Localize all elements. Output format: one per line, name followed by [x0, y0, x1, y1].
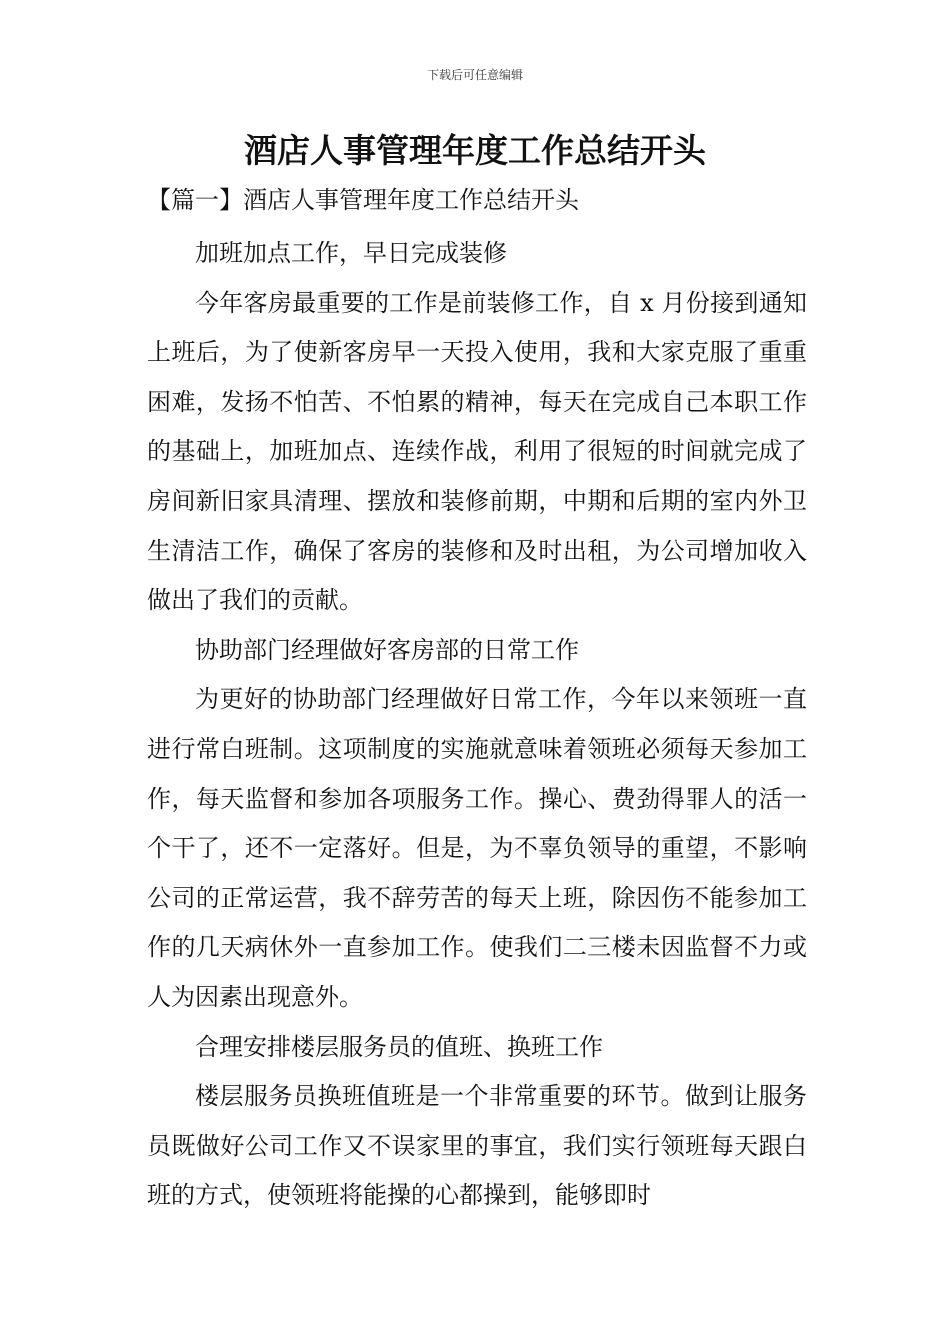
- subheading-assist-manager: 协助部门经理做好客房部的日常工作: [195, 635, 579, 664]
- header-note: 下载后可任意编辑: [426, 68, 523, 82]
- section-heading: 【篇一】酒店人事管理年度工作总结开头: [147, 186, 579, 214]
- paragraph-shift-work: 楼层服务员换班值班是一个非常重要的环节。做到让服务员既做好公司工作又不误家里的事宜，我们实行领班每天跟白班的方式，使领班将能操的心都操到，能够即时: [147, 1082, 807, 1210]
- document-title: 酒店人事管理年度工作总结开头: [244, 131, 706, 170]
- document-body: [147, 229, 807, 1221]
- subheading-shift-arrangement: 合理安排楼层服务员的值班、换班工作: [195, 1032, 603, 1061]
- paragraph-renovation: 今年客房最重要的工作是前装修工作，自 x 月份接到通知上班后，为了使新客房早一天投入使用，我和大家克服了重重困难，发扬不怕苦、不怕累的精神，每天在完成自己本职工作的基础上，加班加点、连续作战，利用了很短的时间就完成了房间新旧家具清理、摆放和装修前期，中期和后期的室内外卫生清洁工作，确保了客房的装修和及时出租，为公司增加收入做出了我们的贡献。: [147, 288, 807, 615]
- paragraph-daily-work: 为更好的协助部门经理做好日常工作，今年以来领班一直进行常白班制。这项制度的实施就意味着领班必须每天参加工作，每天监督和参加各项服务工作。操心、费劲得罪人的活一个干了，还不一定落好。但是，为不辜负领导的重望，不影响公司的正常运营，我不辞劳苦的每天上班，除因伤不能参加工作的几天病休外一直参加工作。使我们二三楼未因监督不力或人为因素出现意外。: [147, 685, 807, 1011]
- subheading-overtime: 加班加点工作，早日完成装修: [195, 239, 507, 267]
